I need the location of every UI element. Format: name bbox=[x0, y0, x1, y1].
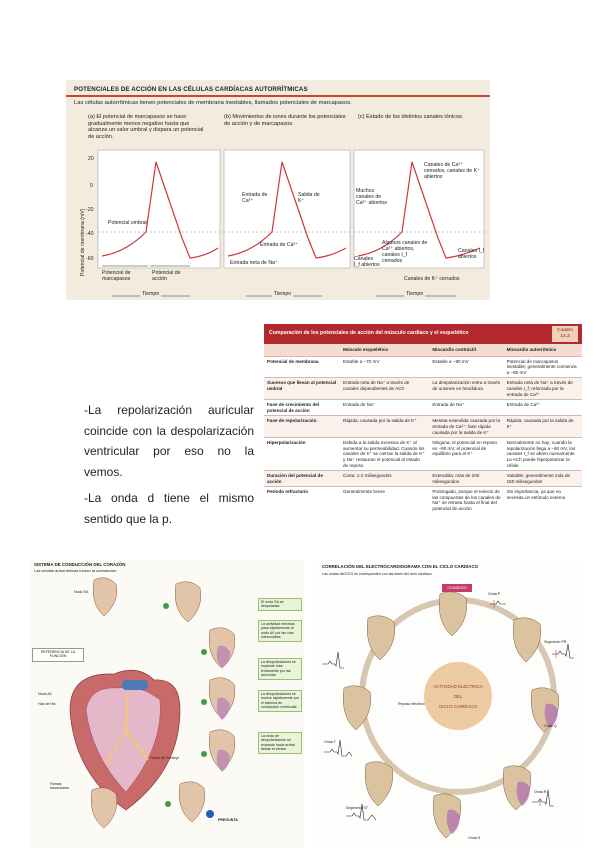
table-title: Comparación de los potenciales de acción del músculo cardíaco y el esquelético bbox=[264, 324, 582, 344]
table-cell: Entrada de Na⁺ bbox=[340, 400, 429, 416]
table-row bbox=[264, 438, 582, 471]
label-bundle-branches: Ramas fasciculares bbox=[50, 782, 69, 791]
row-header: Sucesos que llevan al potencial umbral bbox=[264, 378, 340, 400]
table-row bbox=[264, 356, 582, 378]
cardiac-cycle-figure bbox=[318, 564, 582, 848]
table-badge: Cuadro 14.3 bbox=[552, 326, 578, 342]
table-cell: La despolarización entra a través de uniones en hendidura bbox=[429, 378, 503, 400]
b-ca-in-low-label: Entrada de Ca²⁺ bbox=[260, 242, 298, 248]
table-grid bbox=[264, 344, 582, 514]
c-some-ca-label: Algunos canales de Ca²⁺ abiertos, canales I_f cerrados bbox=[382, 240, 428, 264]
y-axis-label: Potencial de membrana (mV) bbox=[80, 208, 86, 276]
c-many-ca-label: Muchos canales de Ca²⁺ abiertos bbox=[356, 188, 387, 206]
column-header: Músculo esquelético bbox=[340, 344, 429, 356]
figure-subtitle: Las células autorrítmicas inician la contracción bbox=[34, 568, 117, 573]
label-s-wave: Onda S bbox=[468, 836, 481, 840]
column-header: Miocardio autorrítmico bbox=[504, 344, 582, 356]
panel-c-caption: (c) Estado de los distintos canales iónicos. bbox=[358, 114, 464, 120]
label-q-wave: Onda Q bbox=[544, 724, 557, 728]
label-av-node: Nodo AV bbox=[38, 692, 52, 696]
table-cell: Entrada de Ca²⁺ bbox=[504, 400, 582, 416]
row-header: Fase de crecimiento del potencial de acción bbox=[264, 400, 340, 416]
b-ca-in-label: Entrada de Ca²⁺ bbox=[242, 192, 268, 204]
time-label: Tiempo bbox=[274, 291, 292, 297]
table-cell: Entrada neta de Na⁺ a través de canales I_f; reforzada por la entrada de Ca²⁺ bbox=[504, 378, 582, 400]
action-potential-curves bbox=[66, 80, 490, 300]
table-cell: Rápida; causada por la salida de K⁺ bbox=[504, 416, 582, 438]
table-cell: Normalmente no hay; cuando la repolarización llega a −60 mV, los canales I_f se abren nuevamente. La ACh puede hiperpolarizar la célula bbox=[504, 438, 582, 471]
center-line: DEL bbox=[453, 694, 463, 699]
b-k-out-label: Salida de K⁺ bbox=[298, 192, 320, 204]
table-row bbox=[264, 487, 582, 514]
figure-title: SISTEMA DE CONDUCCIÓN DEL CORAZÓN bbox=[34, 562, 126, 567]
table-cell: Estable a −70 mV bbox=[340, 356, 429, 378]
table-cell: Ninguna; el potencial en reposo es −90 mV, el potencial de equilibrio para el K⁺ bbox=[429, 438, 503, 471]
figure-subtitle: Las ondas del ECG se corresponden con las fases del ciclo cardíaco. bbox=[322, 572, 433, 576]
c-ca-closed-label: Canales de Ca²⁺ cerrados, canales de K⁺ abiertos bbox=[424, 162, 480, 180]
row-header: Período refractario bbox=[264, 487, 340, 514]
step-3: La despolarización se expande más lentamente por las aurículas. bbox=[258, 658, 302, 680]
step-2: La actividad eléctrica pasa rápidamente al nodo AV por las vías internodales. bbox=[258, 620, 302, 642]
table-cell: Generalmente breve bbox=[340, 487, 429, 514]
label-t-wave: Onda T bbox=[324, 740, 336, 744]
row-header: Duración del potencial de acción bbox=[264, 471, 340, 487]
step-1: El nodo SA se despolariza. bbox=[258, 598, 302, 611]
center-line: ACTIVIDAD ELÉCTRICA bbox=[433, 684, 483, 689]
figure-title: POTENCIALES DE ACCIÓN EN LAS CÉLULAS CARDÍACAS AUTORRÍTMICAS bbox=[74, 86, 308, 93]
column-header bbox=[264, 344, 340, 356]
table-cell: Sin importancia, ya que no necesita un estímulo externo bbox=[504, 487, 582, 514]
note-paragraph: -La onda d tiene el mismo sentido que la p. bbox=[84, 491, 254, 526]
table-cell: Potencial de marcapasos inestable; generalmente comienza a −60 mV bbox=[504, 356, 582, 378]
handwritten-notes bbox=[84, 400, 254, 535]
y-tick: 0 bbox=[90, 183, 93, 189]
table-cell: Meseta extendida causada por la entrada de Ca²⁺; fase rápida causada por la salida de K⁺ bbox=[429, 416, 503, 438]
y-tick: -20 bbox=[86, 207, 94, 213]
center-line: CICLO CARDÍACO bbox=[439, 704, 477, 709]
time-label: Tiempo bbox=[142, 291, 160, 297]
row-header: Potencial de membrana bbox=[264, 356, 340, 378]
label-sa-node: Nodo SA bbox=[74, 590, 89, 594]
row-header: Hiperpolarización bbox=[264, 438, 340, 471]
figure-title: CORRELACIÓN DEL ELECTROCARDIOGRAMA CON EL CICLO CARDÍACO bbox=[322, 564, 479, 569]
c-k-closed-label: Canales de K⁺ cerrados bbox=[404, 276, 460, 282]
table-row bbox=[264, 471, 582, 487]
label-pr-segment: Segmento PR bbox=[544, 640, 567, 644]
table-row bbox=[264, 416, 582, 438]
a-action-label: Potencial de acción bbox=[152, 270, 181, 282]
table-cell: Corta: 1-2 milisegundos bbox=[340, 471, 429, 487]
label-p-wave: Onda P bbox=[488, 592, 501, 596]
conduction-system-figure bbox=[30, 560, 304, 848]
label-purkinje: Fibras de Purkinje bbox=[150, 756, 179, 760]
cycle-center-badge bbox=[424, 662, 492, 730]
step-4: La despolarización se mueve rápidamente por el sistema de conducción ventricular. bbox=[258, 690, 302, 712]
question-label: PREGUNTA bbox=[218, 818, 238, 822]
start-tag: COMIENZO bbox=[442, 584, 472, 592]
table-cell: Extendida: más de 200 milisegundos bbox=[429, 471, 503, 487]
column-header: Miocardio contráctil bbox=[429, 344, 503, 356]
table-cell: Variable; generalmente más de 150 milisegundos bbox=[504, 471, 582, 487]
table-row bbox=[264, 378, 582, 400]
table-cell: Debida a la salida excesiva de K⁺ al aumentar su permeabilidad. Cuando los canales de K⁺ se cierran la salida de K⁺ y Na⁺ restauran el potencial al estado de reposo bbox=[340, 438, 429, 471]
c-if-open-label: Canales I_f abiertos bbox=[354, 256, 380, 268]
table-cell: Estable a −90 mV bbox=[429, 356, 503, 378]
y-tick: -40 bbox=[86, 231, 94, 237]
table-row bbox=[264, 400, 582, 416]
note-paragraph: -La repolarización auricular coincide con la despolarización ventricular por eso no la vemos. bbox=[84, 403, 254, 479]
y-tick: 20 bbox=[88, 156, 94, 162]
table-cell: Entrada neta de Na⁺ a través de canales dependientes de ACh bbox=[340, 378, 429, 400]
y-tick: -60 bbox=[86, 256, 94, 262]
label-bundle-his: Haz de His bbox=[38, 702, 56, 706]
table-cell: Rápida; causada por la salida de K⁺ bbox=[340, 416, 429, 438]
a-pacemaker-label: Potencial de marcapasos bbox=[102, 270, 131, 282]
label-electrical-rest: Reposo eléctrico bbox=[398, 702, 425, 706]
step-5: La onda de despolarización se expande hacia arriba desde el vértice. bbox=[258, 732, 302, 754]
comparison-table bbox=[264, 324, 582, 552]
panel-a-caption: (a) El potencial de marcapasos se hace gradualmente menos negativo hasta que alcanza un valor umbral y dispara un potencial de acción. bbox=[88, 114, 204, 140]
a-threshold-label: Potencial umbral bbox=[108, 220, 147, 226]
table-cell: Prolongado, porque el reinicio de las compuertas de los canales de Na⁺ se retrasa hasta el final del potencial de acción bbox=[429, 487, 503, 514]
c-if-open2-label: Canales I_f abiertos bbox=[458, 248, 485, 260]
action-potential-figure bbox=[66, 80, 490, 300]
table-cell: Entrada de Na⁺ bbox=[429, 400, 503, 416]
figure-subtitle: Las células autorrítmicas tienen potenciales de membrana inestables, llamados potenciales de marcapasos. bbox=[74, 100, 352, 106]
label-r-wave: Onda R bbox=[534, 790, 547, 794]
function-reference-stamp: REFERENCIA DE LA FUNCIÓN bbox=[32, 648, 84, 662]
time-label: Tiempo bbox=[406, 291, 424, 297]
label-st-segment: Segmento ST bbox=[346, 806, 368, 810]
row-header: Fase de repolarización bbox=[264, 416, 340, 438]
panel-b-caption: (b) Movimientos de iones durante los potenciales de acción y de marcapasos. bbox=[224, 114, 346, 127]
b-na-in-label: Entrada neta de Na⁺ bbox=[230, 260, 278, 266]
